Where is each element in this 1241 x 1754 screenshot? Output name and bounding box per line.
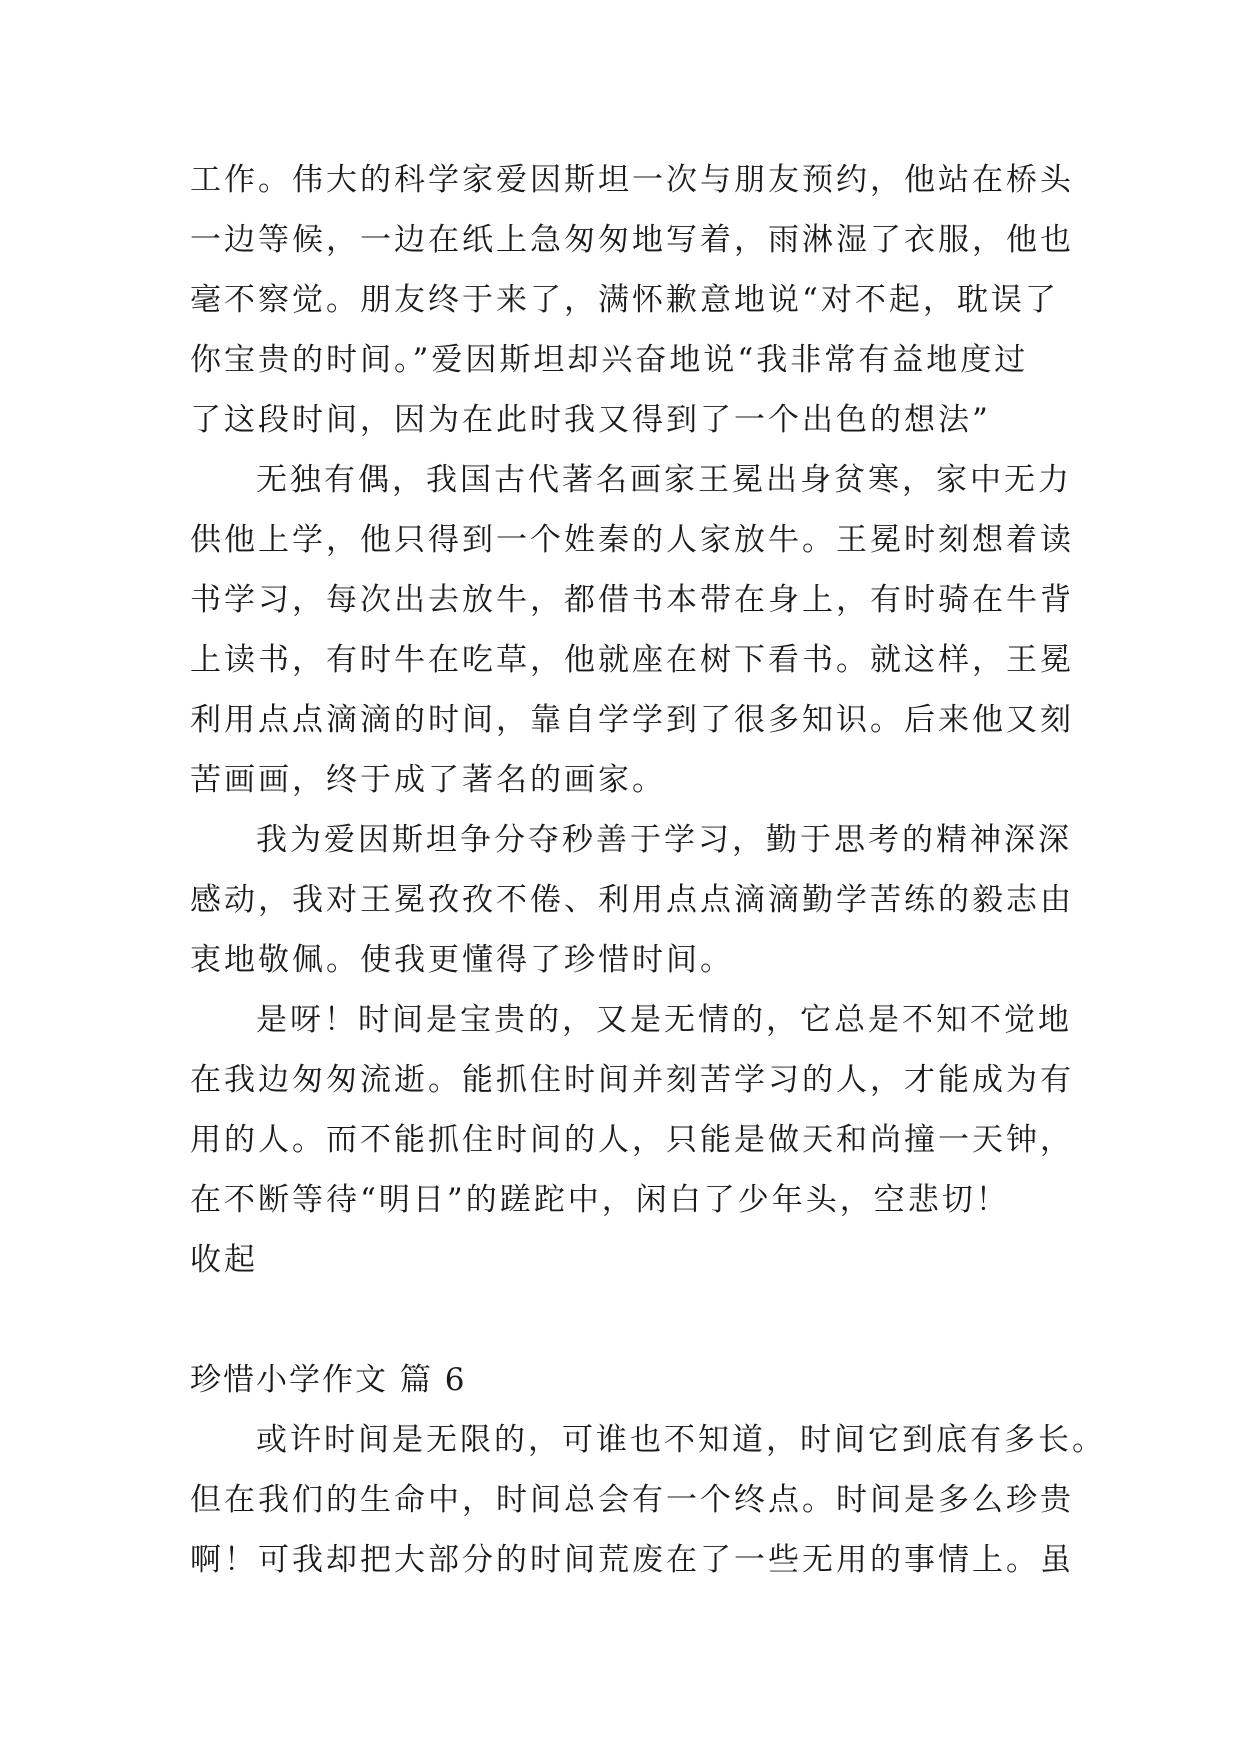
text-line: 了这段时间，因为在此时我又得到了一个出色的想法” xyxy=(190,402,991,438)
text-line: 是呀！时间是宝贵的，又是无情的，它总是不知不觉地 xyxy=(256,1002,1072,1038)
text-line: 一边等候，一边在纸上急匆匆地写着，雨淋湿了衣服，他也 xyxy=(190,222,1074,258)
text-line: 啊！可我却把大部分的时间荒废在了一些无用的事情上。虽 xyxy=(190,1542,1074,1578)
text-line: 感动，我对王冕孜孜不倦、利用点点滴滴勤学苦练的毅志由 xyxy=(190,882,1074,918)
text-line: 你宝贵的时间。”爱因斯坦却兴奋地说“我非常有益地度过 xyxy=(190,342,1029,378)
text-line: 或许时间是无限的，可谁也不知道，时间它到底有多长。 xyxy=(256,1422,1106,1458)
paragraph-einstein xyxy=(190,150,1074,450)
text-line: 书学习，每次出去放牛，都借书本带在身上，有时骑在牛背 xyxy=(190,582,1074,618)
text-line: 利用点点滴滴的时间，靠自学学到了很多知识。后来他又刻 xyxy=(190,702,1074,738)
section-heading: 珍惜小学作文 篇 6 xyxy=(190,1362,467,1398)
text-line: 在不断等待“明日”的蹉跎中，闲白了少年头，空悲切！ xyxy=(190,1182,1010,1218)
text-line: 上读书，有时牛在吃草，他就座在树下看书。就这样，王冕 xyxy=(190,642,1074,678)
text-line: 在我边匆匆流逝。能抓住时间并刻苦学习的人，才能成为有 xyxy=(190,1062,1074,1098)
paragraph-time xyxy=(190,1410,1106,1590)
text-line: 衷地敬佩。使我更懂得了珍惜时间。 xyxy=(190,942,734,978)
paragraph-conclusion xyxy=(190,990,1074,1230)
text-line: 用的人。而不能抓住时间的人，只能是做天和尚撞一天钟， xyxy=(190,1122,1074,1158)
text-line: 供他上学，他只得到一个姓秦的人家放牛。王冕时刻想着读 xyxy=(190,522,1074,558)
article-body xyxy=(190,150,1106,1590)
text-line: 工作。伟大的科学家爱因斯坦一次与朋友预约，他站在桥头 xyxy=(190,162,1074,198)
text-line: 但在我们的生命中，时间总会有一个终点。时间是多么珍贵 xyxy=(190,1482,1074,1518)
text-line: 毫不察觉。朋友终于来了，满怀歉意地说“对不起，耽误了 xyxy=(190,282,1059,318)
paragraph-wangmian xyxy=(190,450,1074,810)
text-line: 苦画画，终于成了著名的画家。 xyxy=(190,762,666,798)
collapse-link[interactable]: 收起 xyxy=(190,1242,258,1278)
paragraph-reflection xyxy=(190,810,1074,990)
text-line: 无独有偶，我国古代著名画家王冕出身贫寒，家中无力 xyxy=(256,462,1072,498)
text-line: 我为爱因斯坦争分夺秒善于学习，勤于思考的精神深深 xyxy=(256,822,1072,858)
